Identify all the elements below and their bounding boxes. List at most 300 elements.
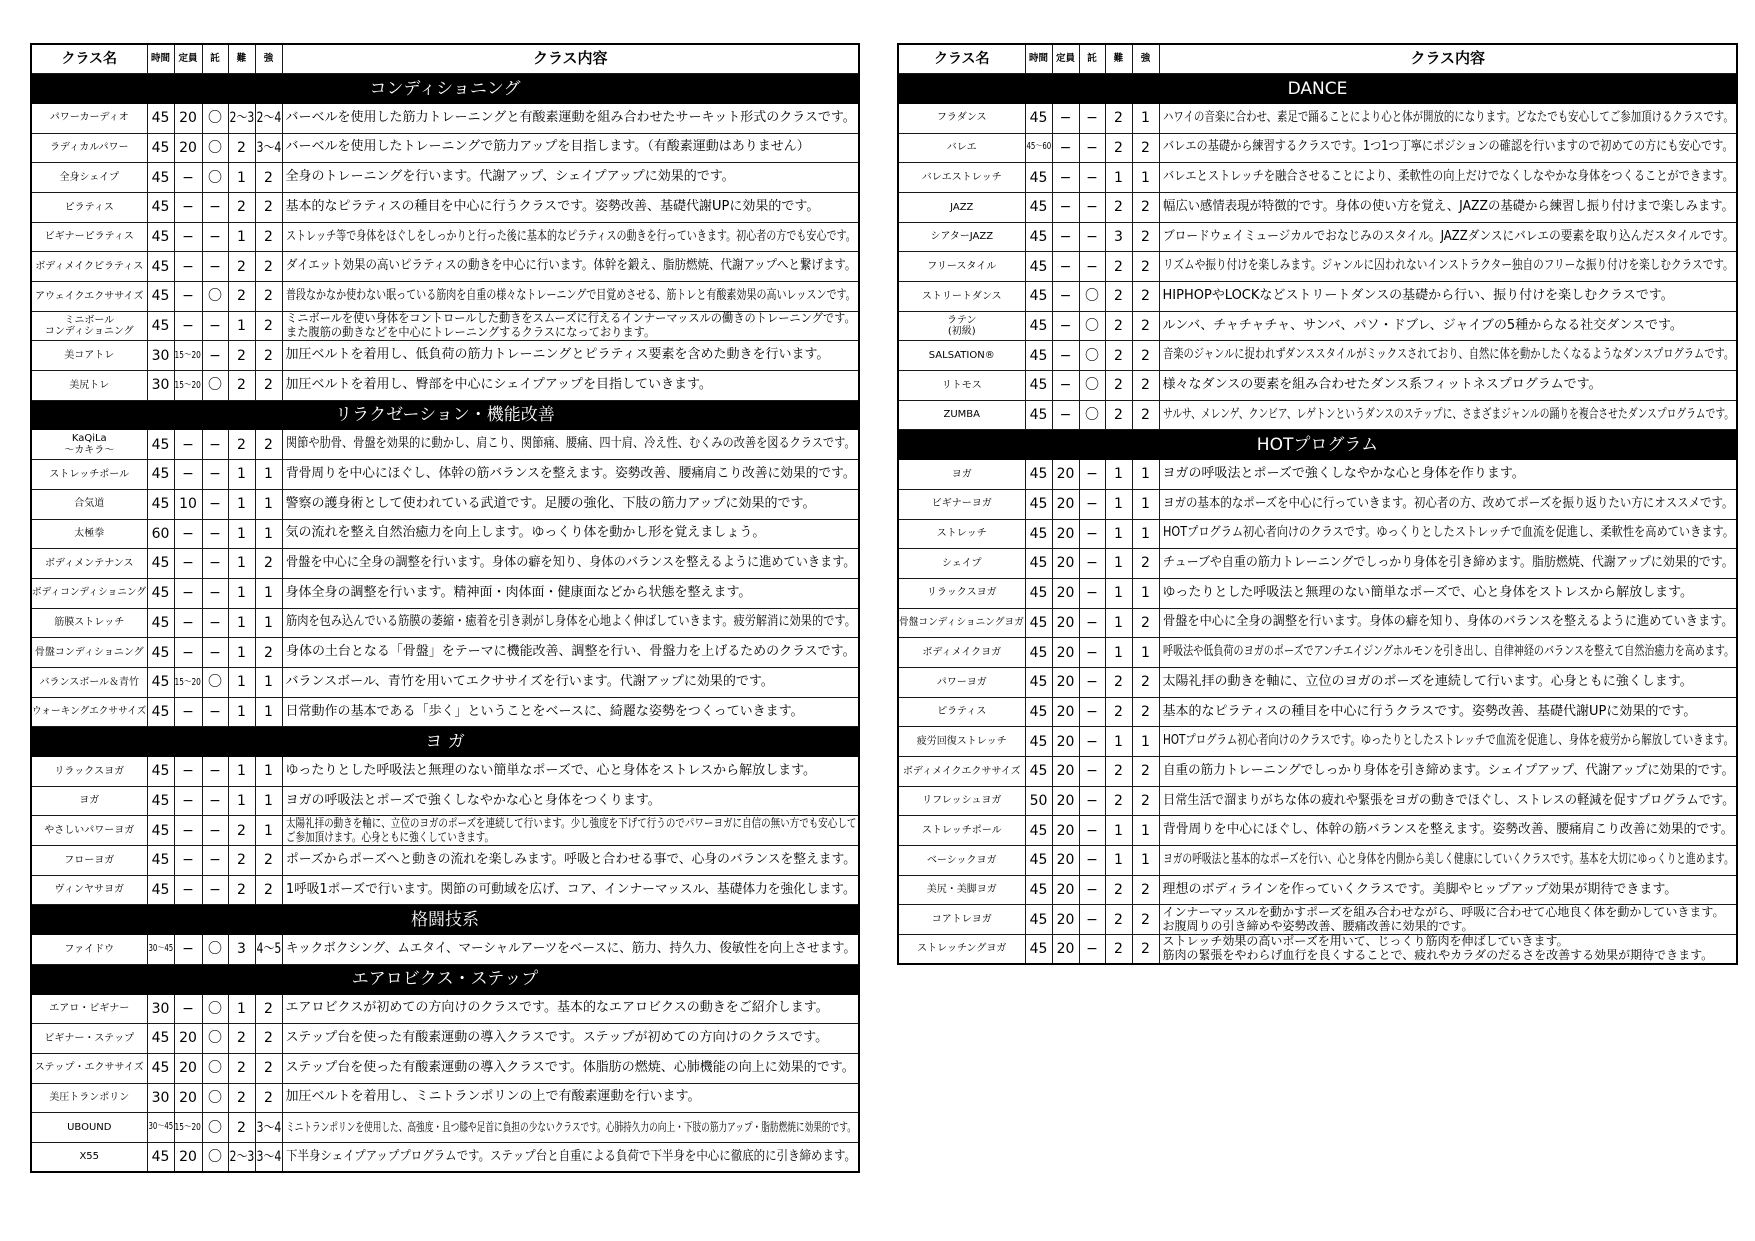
class-duration-cell — [1025, 489, 1052, 519]
childcare-mark-box — [1080, 223, 1105, 251]
childcare-mark: − — [209, 644, 221, 661]
class-description-box — [1160, 757, 1737, 785]
intensity-level-box — [1133, 223, 1159, 251]
difficulty-level: 1 — [237, 1000, 246, 1017]
difficulty-level-cell — [228, 1113, 255, 1143]
difficulty-level-cell — [1105, 816, 1132, 846]
class-description: 気の流れを整え自然治癒力を向上します。ゆっくり体を動かし形を覚えましょう。 — [285, 525, 766, 541]
class-row — [898, 905, 1737, 935]
difficulty-level: 2 — [1114, 139, 1123, 156]
class-duration-box — [1026, 579, 1052, 607]
intensity-level-cell — [255, 638, 282, 668]
difficulty-level: 1 — [1114, 466, 1123, 483]
class-capacity-box — [1053, 609, 1079, 637]
childcare-mark: − — [1086, 199, 1098, 216]
class-name: ヴィンヤサヨガ — [54, 884, 124, 896]
class-name-cell — [31, 460, 147, 490]
class-duration-box — [148, 1143, 174, 1171]
class-capacity: − — [182, 525, 194, 542]
class-name-cell — [31, 133, 147, 163]
class-description: 身体全身の調整を行います。精神面・肉体面・健康面などから状態を整えます。 — [285, 584, 752, 600]
class-name: ストレッチポール — [921, 824, 1002, 836]
class-row — [31, 846, 859, 876]
difficulty-level-box — [1106, 609, 1132, 637]
difficulty-level-cell — [228, 519, 255, 549]
class-row — [898, 252, 1737, 282]
intensity-level-cell — [255, 252, 282, 282]
class-capacity: − — [182, 199, 194, 216]
class-description-cell — [1159, 489, 1737, 519]
childcare-mark-box — [203, 1084, 228, 1112]
difficulty-level-box — [229, 134, 255, 162]
class-description-cell — [1159, 935, 1737, 965]
difficulty-level-cell — [228, 757, 255, 787]
intensity-level-box — [1133, 817, 1159, 845]
intensity-level: 2 — [264, 317, 273, 334]
intensity-level-cell — [255, 1083, 282, 1113]
intensity-level: 2 — [264, 436, 273, 453]
class-description-cell — [1159, 816, 1737, 846]
childcare-mark-cell — [202, 757, 228, 787]
intensity-level-box — [256, 312, 282, 340]
class-capacity: − — [182, 822, 194, 839]
childcare-mark-box — [203, 757, 228, 785]
class-name-box — [899, 164, 1025, 192]
class-duration-box — [1026, 223, 1052, 251]
difficulty-level-box — [1106, 371, 1132, 399]
intensity-level: 2 — [264, 228, 273, 245]
class-duration: 45 — [1029, 466, 1048, 483]
class-capacity: 20 — [1056, 555, 1075, 572]
intensity-level-box — [1133, 609, 1159, 637]
class-description: ダイエット効果の高いピラティスの動きを中心に行います。体幹を鍛え、脂肪燃焼、代謝アップへと繋げます。 — [285, 258, 856, 274]
class-name: アウェイクエクササイズ — [35, 290, 144, 302]
class-description-box — [1160, 282, 1737, 310]
class-capacity-cell — [174, 578, 202, 608]
class-duration-box — [148, 609, 174, 637]
childcare-mark: − — [1086, 733, 1098, 750]
class-capacity-cell — [1052, 549, 1079, 579]
difficulty-level-cell — [228, 935, 255, 965]
section-header-row — [31, 964, 859, 994]
class-description: バーベルを使用した筋力トレーニングと有酸素運動を組み合わせたサーキット形式のクラスです。 — [285, 109, 856, 125]
class-name: ストリートダンス — [921, 290, 1002, 302]
class-duration-cell — [147, 371, 174, 401]
childcare-mark-cell — [202, 786, 228, 816]
class-duration: 45 — [151, 644, 170, 661]
difficulty-level-box — [1106, 935, 1132, 963]
class-description-box — [1160, 698, 1737, 726]
class-duration: 45 — [1029, 703, 1048, 720]
class-description-cell — [1159, 846, 1737, 876]
class-duration-box — [1026, 846, 1052, 874]
class-duration: 45 — [1029, 347, 1048, 364]
class-capacity-box — [175, 668, 202, 696]
intensity-level-cell — [255, 460, 282, 490]
class-duration: 45 — [151, 1148, 170, 1165]
childcare-mark-cell — [202, 311, 228, 341]
class-name-box — [32, 609, 147, 637]
childcare-mark-cell — [1079, 935, 1105, 965]
intensity-level: 1 — [1141, 525, 1150, 542]
class-name-cell — [31, 1053, 147, 1083]
class-name-box — [32, 134, 147, 162]
class-capacity: 20 — [1056, 763, 1075, 780]
section-header-row — [31, 727, 859, 757]
childcare-mark: − — [209, 792, 221, 809]
intensity-level-cell — [255, 192, 282, 222]
class-capacity-cell — [174, 489, 202, 519]
class-duration-cell — [147, 697, 174, 727]
difficulty-level-cell — [1105, 875, 1132, 905]
class-description-box — [1160, 817, 1737, 845]
childcare-mark-cell — [1079, 697, 1105, 727]
class-name-cell — [31, 1142, 147, 1172]
class-name-cell — [898, 252, 1025, 282]
column-header-class-name-box — [899, 45, 1025, 73]
intensity-level-cell — [1132, 519, 1159, 549]
intensity-level-box — [256, 193, 282, 221]
childcare-mark-cell — [1079, 727, 1105, 757]
childcare-mark-box — [203, 164, 228, 192]
difficulty-level-box — [1106, 728, 1132, 756]
intensity-level: 1 — [1141, 585, 1150, 602]
childcare-mark: − — [209, 882, 221, 899]
class-capacity-box — [175, 579, 202, 607]
class-capacity: − — [182, 882, 194, 899]
difficulty-level: 2 — [1114, 792, 1123, 809]
class-description: 普段なかなか使わない眠っている筋肉を自重の様々なトレーニングで目覚めさせる、筋トレと有酸素効果の高いレッスンです。 — [285, 287, 856, 303]
childcare-mark-cell — [202, 163, 228, 193]
class-duration: 45 — [151, 674, 170, 691]
class-name-cell — [31, 816, 147, 846]
difficulty-level-cell — [228, 1053, 255, 1083]
intensity-level-box — [256, 579, 282, 607]
class-duration-box — [1026, 193, 1052, 221]
class-duration-box — [148, 460, 174, 488]
class-capacity-box — [175, 698, 202, 726]
class-name: フリースタイル — [927, 260, 997, 272]
difficulty-level-cell — [228, 460, 255, 490]
class-capacity-cell — [1052, 163, 1079, 193]
class-row — [898, 638, 1737, 668]
class-description-cell — [282, 786, 859, 816]
class-capacity: − — [182, 644, 194, 661]
intensity-level-box — [1133, 698, 1159, 726]
childcare-mark-box — [203, 639, 228, 667]
header-row — [31, 44, 859, 74]
section-title-cell — [31, 964, 859, 994]
difficulty-level: 1 — [237, 525, 246, 542]
class-name-box — [32, 253, 147, 281]
childcare-mark: − — [209, 347, 221, 364]
difficulty-level-box — [229, 104, 255, 132]
intensity-level-box — [1133, 728, 1159, 756]
class-name: ファイドウ — [64, 943, 115, 955]
difficulty-level: 1 — [237, 763, 246, 780]
difficulty-level: 1 — [1114, 614, 1123, 631]
class-row — [31, 460, 859, 490]
difficulty-level-box — [1106, 104, 1132, 132]
column-header-difficulty-level-box — [1106, 45, 1132, 73]
class-name-box — [32, 817, 147, 845]
childcare-mark-box — [203, 431, 228, 459]
intensity-level-box — [256, 282, 282, 310]
intensity-level: 1 — [1141, 169, 1150, 186]
class-description: ヨガの基本的なポーズを中心に行っていきます。初心者の方、改めてポーズを振り返りたい方にオススメです。 — [1162, 495, 1734, 511]
class-description-cell — [282, 667, 859, 697]
intensity-level-cell — [1132, 133, 1159, 163]
class-description: 音楽のジャンルに捉われずダンススタイルがミックスされており、自然に体を動かしたくなるようなダンスプログラムです。 — [1162, 347, 1734, 363]
intensity-level-cell — [1132, 608, 1159, 638]
difficulty-level-cell — [1105, 489, 1132, 519]
childcare-mark: 〇 — [208, 169, 222, 186]
childcare-mark: − — [209, 614, 221, 631]
class-description-box — [283, 876, 859, 904]
column-header-childcare-mark: 託 — [1087, 52, 1097, 64]
difficulty-level-box — [229, 609, 255, 637]
section-title: 格闘技系 — [411, 909, 479, 930]
column-header-class-capacity: 定員 — [1055, 52, 1075, 64]
class-capacity: − — [182, 852, 194, 869]
class-name: バランスボール＆青竹 — [39, 676, 139, 688]
class-description-box — [1160, 460, 1737, 488]
difficulty-level: 2 — [1114, 703, 1123, 720]
intensity-level: 1 — [264, 496, 273, 513]
class-duration-box — [148, 164, 174, 192]
class-name-cell — [31, 282, 147, 312]
class-duration-box — [1026, 668, 1052, 696]
class-description-cell — [1159, 400, 1737, 430]
class-name-cell — [31, 875, 147, 905]
class-name-box — [899, 668, 1025, 696]
class-description-box — [1160, 134, 1737, 162]
class-row — [898, 757, 1737, 787]
childcare-mark: 〇 — [208, 1119, 222, 1136]
childcare-mark-box — [203, 1054, 228, 1082]
class-row — [31, 667, 859, 697]
difficulty-level-cell — [228, 994, 255, 1024]
difficulty-level-box — [229, 1143, 255, 1171]
class-name: SALSATION® — [928, 349, 995, 361]
class-table-body — [31, 44, 859, 1172]
class-description-cell — [282, 638, 859, 668]
class-duration-cell — [1025, 578, 1052, 608]
class-capacity: − — [1059, 169, 1072, 186]
class-name-cell — [31, 638, 147, 668]
class-duration: 45 — [1029, 733, 1048, 750]
class-name-box — [899, 728, 1025, 756]
difficulty-level-box — [1106, 876, 1132, 904]
class-duration-box — [148, 520, 174, 548]
class-description-box — [283, 104, 859, 132]
class-capacity: 20 — [1056, 585, 1075, 602]
childcare-mark-box — [1080, 728, 1105, 756]
difficulty-level-box — [1106, 401, 1132, 429]
difficulty-level: 2 — [237, 1119, 246, 1136]
class-name: 疲労回復ストレッチ — [916, 735, 1007, 747]
difficulty-level-cell — [1105, 667, 1132, 697]
class-description: HOTプログラム初心者向けのクラスです。ゆったりとしたストレッチで血流を促進し、身体を疲労から解放していきます。 — [1162, 733, 1734, 749]
section-title-cell — [31, 74, 859, 104]
class-duration-cell — [147, 133, 174, 163]
class-capacity-cell — [174, 816, 202, 846]
difficulty-level-cell — [228, 875, 255, 905]
intensity-level: 2 — [264, 852, 273, 869]
childcare-mark-box — [1080, 342, 1105, 370]
class-duration: 30〜45 — [148, 1121, 173, 1133]
class-capacity-cell — [1052, 667, 1079, 697]
class-duration: 45 — [1029, 822, 1048, 839]
childcare-mark-cell — [202, 1142, 228, 1172]
column-header-intensity-level-box — [256, 45, 282, 73]
class-capacity-box — [1053, 460, 1079, 488]
difficulty-level: 1 — [1114, 585, 1123, 602]
class-duration: 45 — [151, 139, 170, 156]
childcare-mark-cell — [1079, 816, 1105, 846]
difficulty-level: 2 — [237, 1089, 246, 1106]
class-description-box — [283, 550, 859, 578]
class-name-box — [899, 371, 1025, 399]
section-title: リラクゼーション・機能改善 — [335, 405, 555, 426]
class-name: ボディメンテナンス — [45, 557, 134, 569]
childcare-mark-cell — [202, 282, 228, 312]
class-capacity-cell — [174, 667, 202, 697]
difficulty-level-cell — [228, 371, 255, 401]
intensity-level: 1 — [264, 674, 273, 691]
difficulty-level-cell — [1105, 697, 1132, 727]
class-row — [898, 163, 1737, 193]
class-name-box — [32, 282, 147, 310]
childcare-mark-cell — [1079, 371, 1105, 401]
intensity-level-cell — [1132, 252, 1159, 282]
class-row — [31, 1024, 859, 1054]
class-capacity-cell — [1052, 638, 1079, 668]
childcare-mark-cell — [1079, 341, 1105, 371]
class-capacity: 20 — [179, 1089, 197, 1106]
class-name-box — [32, 490, 147, 518]
class-capacity-cell — [174, 192, 202, 222]
childcare-mark-box — [1080, 846, 1105, 874]
class-description-box — [283, 817, 859, 845]
intensity-level: 3〜4 — [256, 1119, 281, 1136]
difficulty-level-cell — [1105, 549, 1132, 579]
class-duration-cell — [147, 460, 174, 490]
intensity-level-cell — [255, 935, 282, 965]
intensity-level-box — [256, 520, 282, 548]
class-duration-cell — [1025, 163, 1052, 193]
column-header-childcare-mark-cell — [1079, 44, 1105, 74]
difficulty-level-box — [229, 1084, 255, 1112]
intensity-level: 2 — [264, 1060, 273, 1077]
difficulty-level-box — [1106, 520, 1132, 548]
class-name-box — [899, 312, 1025, 340]
class-capacity: 15〜20 — [174, 349, 202, 361]
class-description: 様々なダンスの要素を組み合わせたダンス系フィットネスプログラムです。 — [1162, 376, 1602, 392]
class-capacity-cell — [174, 460, 202, 490]
childcare-mark-cell — [1079, 222, 1105, 252]
class-name-cell — [31, 341, 147, 371]
difficulty-level: 1 — [237, 169, 246, 186]
intensity-level: 2 — [264, 644, 273, 661]
intensity-level: 2 — [1141, 555, 1150, 572]
class-duration-cell — [147, 163, 174, 193]
childcare-mark-cell — [1079, 400, 1105, 430]
column-header-class-duration-box — [148, 45, 174, 73]
class-description: 警察の護身術として使われている武道です。足腰の強化、下肢の筋力アップに効果的です。 — [285, 495, 816, 511]
class-duration-cell — [147, 608, 174, 638]
class-duration-cell — [147, 489, 174, 519]
class-duration-cell — [1025, 400, 1052, 430]
difficulty-level-box — [1106, 906, 1132, 934]
class-duration-cell — [147, 1113, 174, 1143]
class-duration-cell — [147, 1083, 174, 1113]
childcare-mark: − — [1086, 139, 1098, 156]
class-capacity-cell — [174, 549, 202, 579]
intensity-level: 3〜4 — [256, 1148, 281, 1165]
class-duration-box — [1026, 164, 1052, 192]
difficulty-level-box — [1106, 550, 1132, 578]
intensity-level-box — [256, 223, 282, 251]
class-duration-box — [148, 490, 174, 518]
class-name-box — [32, 579, 147, 607]
class-description-box — [283, 253, 859, 281]
class-duration: 30 — [151, 1000, 170, 1017]
class-name-box — [899, 698, 1025, 726]
childcare-mark: 〇 — [208, 674, 222, 691]
class-name: 美尻トレ — [69, 379, 110, 391]
column-header-class-name: クラス名 — [933, 51, 990, 68]
column-header-class-duration: 時間 — [150, 52, 170, 64]
difficulty-level-cell — [228, 430, 255, 460]
intensity-level: 2 — [264, 199, 273, 216]
difficulty-level: 1 — [237, 466, 246, 483]
column-header-childcare-mark: 託 — [210, 52, 220, 64]
class-capacity-box — [175, 1025, 202, 1053]
difficulty-level-box — [1106, 490, 1132, 518]
class-row — [898, 519, 1737, 549]
class-duration-cell — [147, 846, 174, 876]
class-row — [31, 816, 859, 846]
class-name-cell — [898, 519, 1025, 549]
class-duration-cell — [1025, 875, 1052, 905]
class-capacity-cell — [1052, 460, 1079, 490]
difficulty-level-cell — [228, 341, 255, 371]
class-description: バレエとストレッチを融合させることにより、柔軟性の向上だけでなくしなやかな身体をつくることができます。 — [1162, 169, 1734, 185]
class-row — [31, 103, 859, 133]
class-capacity-cell — [174, 1113, 202, 1143]
class-row — [31, 222, 859, 252]
difficulty-level: 1 — [1114, 169, 1123, 186]
intensity-level-box — [1133, 401, 1159, 429]
class-capacity-box — [175, 609, 202, 637]
childcare-mark: − — [209, 228, 221, 245]
childcare-mark-box — [1080, 876, 1105, 904]
class-capacity-cell — [1052, 400, 1079, 430]
column-header-class-duration-cell — [147, 44, 174, 74]
difficulty-level: 1 — [1114, 644, 1123, 661]
childcare-mark-cell — [1079, 103, 1105, 133]
class-description-cell — [282, 1113, 859, 1143]
childcare-mark-box — [203, 104, 228, 132]
class-name: エアロ・ビギナー — [49, 1003, 130, 1015]
class-capacity-box — [1053, 876, 1079, 904]
class-capacity: − — [1059, 199, 1072, 216]
difficulty-level-box — [1106, 193, 1132, 221]
class-name: ストレッチ — [936, 528, 987, 540]
difficulty-level-cell — [228, 103, 255, 133]
intensity-level-cell — [255, 757, 282, 787]
